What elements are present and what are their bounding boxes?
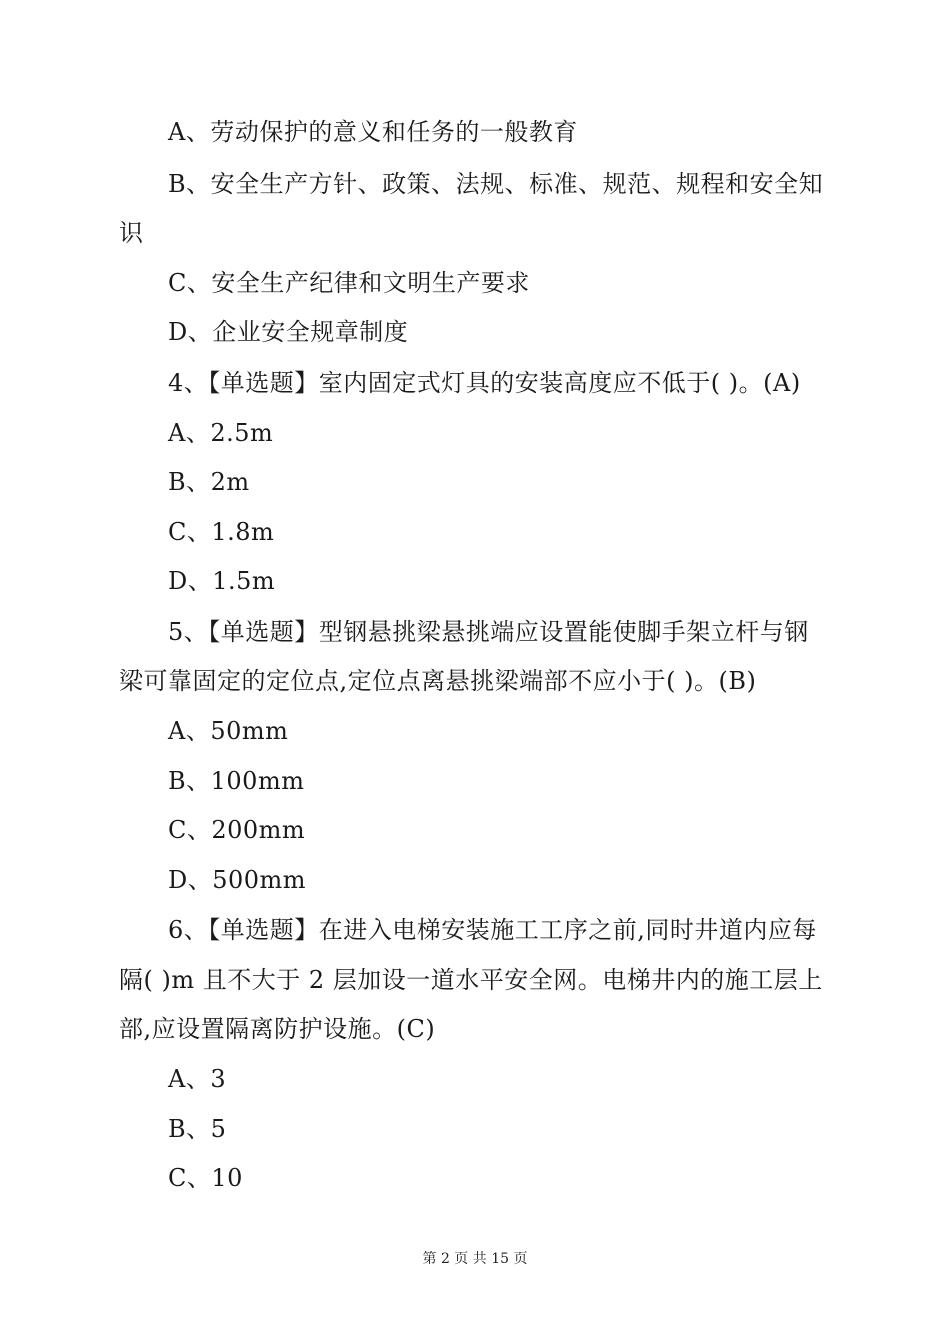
q6-option-c: C、10 bbox=[168, 1164, 243, 1192]
q6-stem-line2: 隔( )m 且不大于 2 层加设一道水平安全网。电梯井内的施工层上 bbox=[119, 966, 823, 994]
q4-option-a: A、2.5m bbox=[168, 419, 274, 447]
q4-option-d: D、1.5m bbox=[168, 567, 276, 595]
q6-option-a: A、3 bbox=[168, 1065, 227, 1093]
q6-option-b: B、5 bbox=[168, 1115, 227, 1143]
q3-option-b-line2: 识 bbox=[119, 219, 144, 247]
q5-stem-line1: 5、【单选题】型钢悬挑梁悬挑端应设置能使脚手架立杆与钢 bbox=[168, 618, 809, 646]
q6-stem-line3: 部,应设置隔离防护设施。(C) bbox=[119, 1015, 436, 1043]
q6-stem-line1: 6、【单选题】在进入电梯安装施工工序之前,同时井道内应每 bbox=[168, 916, 817, 944]
q5-option-a: A、50mm bbox=[168, 717, 289, 745]
q4-stem: 4、【单选题】室内固定式灯具的安装高度应不低于( )。(A) bbox=[168, 369, 801, 397]
q4-option-c: C、1.8m bbox=[168, 518, 275, 546]
q3-option-d: D、企业安全规章制度 bbox=[168, 318, 409, 346]
page-number-footer: 第 2 页 共 15 页 bbox=[422, 1251, 528, 1267]
q5-option-b: B、100mm bbox=[168, 767, 305, 795]
q3-option-c: C、安全生产纪律和文明生产要求 bbox=[168, 269, 530, 297]
q4-option-b: B、2m bbox=[168, 468, 250, 496]
q3-option-b-line1: B、安全生产方针、政策、法规、标准、规范、规程和安全知 bbox=[168, 170, 824, 198]
q5-stem-line2: 梁可靠固定的定位点,定位点离悬挑梁端部不应小于( )。(B) bbox=[119, 667, 757, 695]
q5-option-d: D、500mm bbox=[168, 866, 307, 894]
q3-option-a: A、劳动保护的意义和任务的一般教育 bbox=[168, 118, 578, 146]
q5-option-c: C、200mm bbox=[168, 816, 306, 844]
